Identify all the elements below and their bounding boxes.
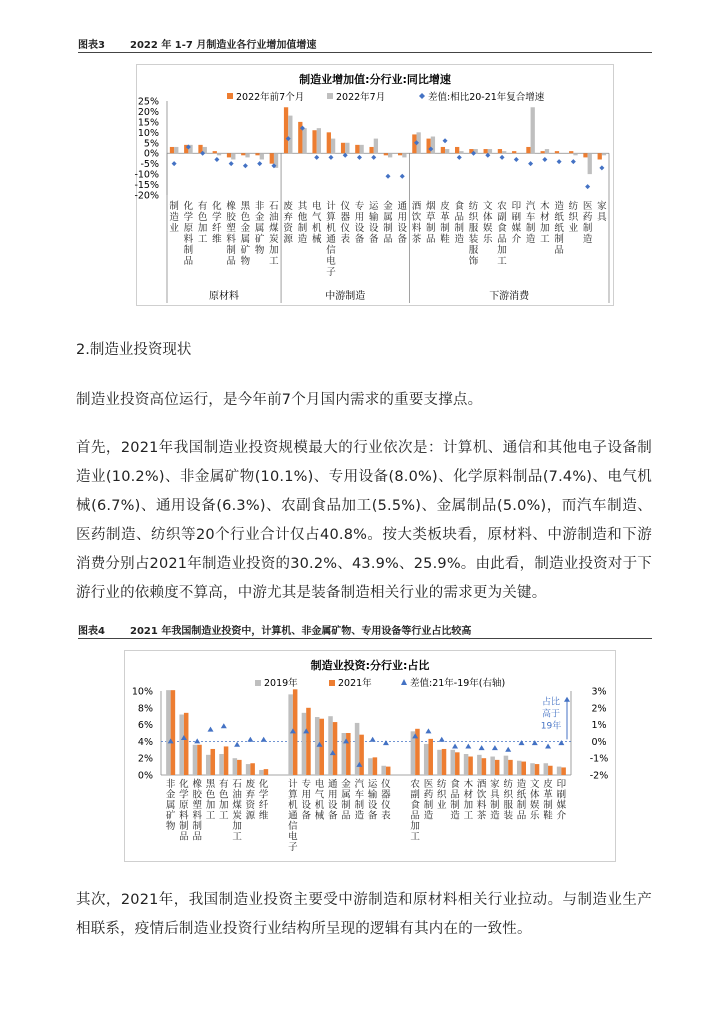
chart3-xlabel: 医药制造 bbox=[582, 201, 593, 245]
chart4-bar-2019 bbox=[437, 750, 442, 775]
chart3-ytick: 0% bbox=[143, 148, 159, 160]
chart4-diff-point bbox=[221, 723, 227, 728]
chart4-xlabel: 通用设备 bbox=[328, 779, 338, 822]
chart4-bar-2021 bbox=[250, 763, 255, 775]
chart3-legend-label-0: 2022年前7个月 bbox=[236, 92, 305, 103]
chart3-bar-ytd bbox=[598, 153, 602, 159]
chart3-xlabel: 化学纤维 bbox=[212, 201, 222, 245]
chart3-bar-ytd bbox=[170, 147, 174, 153]
chart4-title: 制造业投资:分行业:占比 bbox=[310, 659, 430, 672]
chart3-xlabel: 运输设备 bbox=[368, 201, 379, 245]
chart3-ytick: 25% bbox=[137, 96, 159, 108]
chart3-diff-point bbox=[243, 163, 248, 168]
chart4-bar-2019 bbox=[557, 767, 562, 775]
chart4-y2tick: 3% bbox=[591, 686, 607, 698]
chart4-xlabel: 化学原料制品 bbox=[179, 779, 189, 843]
chart4-xlabel: 仪器仪表 bbox=[381, 779, 391, 822]
chart3-xlabel: 化学原料制品 bbox=[183, 201, 194, 267]
chart4-bar-2021 bbox=[359, 735, 364, 775]
chart4-bar-2019 bbox=[381, 766, 386, 775]
chart4-bar-2019 bbox=[355, 723, 360, 775]
chart3-ytick: -5% bbox=[140, 159, 159, 171]
figure3-title: 2022 年 1-7 月制造业各行业增加值增速 bbox=[130, 40, 317, 51]
chart4-bar-2019 bbox=[288, 694, 293, 775]
chart3-bar-ytd bbox=[426, 139, 430, 154]
chart4-y2tick: -2% bbox=[589, 770, 609, 782]
chart4-diff-point bbox=[545, 743, 551, 748]
chart4-bar-2021 bbox=[455, 752, 460, 775]
chart3-bar-ytd bbox=[512, 151, 516, 153]
chart4-legend-swatch-2 bbox=[401, 679, 407, 685]
chart3-xlabel: 电气机械 bbox=[311, 201, 322, 245]
chart3-group-label: 中游制造 bbox=[325, 291, 366, 302]
figure4-chart bbox=[124, 650, 616, 862]
chart3-xlabel: 纺织服装服饰 bbox=[468, 201, 479, 267]
chart4-bar-2021 bbox=[319, 719, 324, 775]
chart4-bar-2019 bbox=[246, 764, 251, 775]
chart3-bar-ytd bbox=[284, 107, 288, 153]
chart3-diff-point bbox=[328, 155, 333, 160]
figure3-chart bbox=[136, 64, 614, 306]
chart4-xlabel: 运输设备 bbox=[367, 779, 378, 822]
chart3-bar-july bbox=[359, 145, 363, 153]
chart4-diff-point bbox=[194, 738, 200, 743]
chart4-bar-2021 bbox=[211, 749, 216, 775]
chart3-diff-point bbox=[571, 159, 576, 164]
chart4-annotation-text: 占比 bbox=[541, 697, 561, 708]
chart3-bar-ytd bbox=[327, 132, 331, 153]
chart3-xlabel: 其他制造 bbox=[297, 201, 308, 245]
paragraph-2: 首先，2021年我国制造业投资规模最大的行业依次是：计算机、通信和其他电子设备制造业(10.2%)、非金属矿物(10.1%)、专用设备(8.0%)、化学原料制品(7.4%)、电气机械(6.7%)、通用设备(6.3%)、农副食品加工(5.5%)、金属制品(5.0%)，而汽车制造、医药制造、纺织等20个行业合计仅占40.8%。按大类板块看，原材料、中游制造和下游消费分别占2021年制造业投资的30.2%、43.9%、25.9%。由此看，制造业投资对于下游行业的依赖度不算高，中游尤其是装备制造相关行业的需求更为关键。 bbox=[76, 440, 652, 601]
chart4-xlabel: 黑色加工 bbox=[205, 779, 216, 822]
chart4-bar-2021 bbox=[508, 760, 513, 775]
chart4-annotation-arrowhead bbox=[564, 697, 570, 702]
chart3-diff-point bbox=[599, 165, 604, 170]
chart3-bar-july bbox=[459, 151, 463, 153]
chart3-bar-july bbox=[345, 143, 349, 153]
chart3-title: 制造业增加值:分行业:同比增速 bbox=[299, 73, 451, 86]
chart3-bar-ytd bbox=[455, 147, 459, 153]
chart4-bar-2021 bbox=[561, 767, 566, 775]
chart3-diff-point bbox=[514, 157, 519, 162]
chart4-diff-point bbox=[370, 737, 376, 742]
chart4-xlabel: 有色加工 bbox=[219, 779, 229, 822]
chart4-ytick: 6% bbox=[137, 720, 153, 732]
chart3-xlabel: 金属制品 bbox=[383, 201, 393, 245]
chart3-bar-ytd bbox=[241, 153, 245, 155]
chart3-bar-ytd bbox=[526, 147, 530, 153]
chart3-bar-july bbox=[402, 153, 406, 157]
chart4-bar-2021 bbox=[428, 739, 433, 775]
chart3-diff-point bbox=[500, 155, 505, 160]
chart3-diff-point bbox=[386, 174, 391, 179]
chart4-xlabel: 计算机通信电子 bbox=[288, 779, 298, 853]
chart3-bar-july bbox=[288, 116, 292, 154]
chart3-xlabel: 专用设备 bbox=[354, 201, 365, 245]
chart3-bar-july bbox=[388, 153, 392, 157]
chart4-y2tick: 0% bbox=[591, 736, 607, 748]
chart3-bar-ytd bbox=[213, 151, 217, 153]
chart4-xlabel: 造纸制品 bbox=[516, 779, 527, 822]
chart3-ytick: 20% bbox=[137, 106, 159, 118]
chart4-bar-2019 bbox=[544, 763, 549, 775]
chart4-bar-2019 bbox=[530, 763, 535, 775]
chart4-bar-2019 bbox=[451, 750, 456, 775]
chart3-xlabel: 橡胶塑料制品 bbox=[226, 201, 236, 267]
chart4-ytick: 8% bbox=[137, 703, 153, 715]
chart4-bar-2019 bbox=[477, 755, 482, 775]
chart3-legend-label-1: 2022年7月 bbox=[336, 92, 386, 103]
chart4-bar-2021 bbox=[495, 760, 500, 775]
chart3-ytick: -15% bbox=[134, 180, 159, 192]
chart3-xlabel: 非金属矿物 bbox=[254, 201, 265, 256]
chart3-bar-july bbox=[260, 153, 264, 159]
chart4-bar-2019 bbox=[219, 754, 224, 775]
chart4-legend-label-0: 2019年 bbox=[264, 678, 298, 689]
chart3-bar-ytd bbox=[369, 147, 373, 153]
chart4-xlabel: 家具制造 bbox=[490, 779, 500, 822]
chart3-bar-ytd bbox=[583, 153, 587, 157]
chart4-diff-point bbox=[532, 740, 538, 745]
chart3-xlabel: 纺织业 bbox=[568, 201, 579, 234]
chart4-xlabel: 非金属矿物 bbox=[165, 779, 176, 832]
chart4-bar-2021 bbox=[171, 690, 176, 775]
chart4-annotation-text: 19年 bbox=[540, 721, 562, 732]
chart4-diff-point bbox=[479, 745, 485, 750]
chart4-bar-2019 bbox=[328, 716, 333, 775]
chart3-bar-july bbox=[374, 139, 378, 154]
chart4-diff-point bbox=[383, 740, 389, 745]
chart4-xlabel: 专用设备 bbox=[301, 779, 311, 822]
chart4-y2tick: -1% bbox=[589, 753, 609, 765]
chart3-xlabel: 皮革制鞋 bbox=[440, 201, 450, 245]
chart3-diff-point bbox=[557, 159, 562, 164]
paragraph-3: 其次，2021年，我国制造业投资主要受中游制造和原材料相关行业拉动。与制造业生产相联系，疫情后制造业投资行业结构所呈现的逻辑有其内在的一致性。 bbox=[76, 892, 652, 937]
chart4-y2tick: 2% bbox=[591, 703, 607, 715]
chart3-bar-ytd bbox=[270, 153, 274, 163]
chart3-xlabel: 仪器仪表 bbox=[340, 201, 350, 245]
chart4-bar-2021 bbox=[224, 746, 229, 775]
chart3-legend-swatch-0 bbox=[227, 93, 233, 99]
chart4-bar-2019 bbox=[179, 715, 184, 775]
chart4-bar-2019 bbox=[206, 755, 211, 775]
chart3-legend-swatch-1 bbox=[327, 93, 333, 99]
chart4-diff-point bbox=[505, 747, 511, 752]
chart4-ytick: 4% bbox=[137, 736, 153, 748]
chart4-bar-2019 bbox=[259, 770, 264, 775]
figure4-number: 图表4 bbox=[78, 626, 105, 637]
chart3-xlabel: 汽车制造 bbox=[525, 201, 536, 245]
chart4-ytick: 2% bbox=[137, 753, 153, 765]
chart3-group-label: 下游消费 bbox=[489, 291, 530, 302]
chart4-xlabel: 石油煤炭加工 bbox=[232, 779, 242, 843]
chart4-bar-2019 bbox=[166, 690, 171, 775]
chart4-bar-2019 bbox=[490, 757, 495, 775]
chart3-legend-label-2: 差值:相比20-21年复合增速 bbox=[428, 92, 545, 103]
chart3-ytick: -20% bbox=[134, 190, 159, 202]
chart3-xlabel: 计算机通信电子 bbox=[326, 201, 336, 278]
chart3-legend-swatch-2 bbox=[419, 93, 425, 99]
chart4-bar-2021 bbox=[197, 745, 202, 775]
chart4-bar-2021 bbox=[548, 766, 553, 775]
chart4-ytick: 0% bbox=[137, 770, 153, 782]
chart4-bar-2019 bbox=[193, 745, 198, 775]
chart3-bar-july bbox=[174, 147, 178, 153]
chart4-bar-2021 bbox=[482, 758, 487, 775]
chart3-group-label: 原材料 bbox=[209, 291, 240, 302]
chart4-xlabel: 纺织业 bbox=[436, 779, 447, 811]
chart3-bar-july bbox=[445, 149, 449, 153]
chart3-bar-july bbox=[488, 149, 492, 153]
chart3-bar-july bbox=[502, 151, 506, 153]
chart3-xlabel: 通用设备 bbox=[397, 201, 408, 245]
chart3-xlabel: 酒饮料茶 bbox=[411, 201, 422, 245]
chart3-diff-point bbox=[443, 138, 448, 143]
section-heading: 2.制造业投资现状 bbox=[76, 342, 192, 358]
chart3-bar-july bbox=[573, 153, 577, 155]
chart4-bar-2019 bbox=[424, 744, 429, 775]
chart4-xlabel: 皮革制鞋 bbox=[543, 779, 553, 822]
chart4-annotation-text: 高于 bbox=[541, 709, 561, 720]
chart3-xlabel: 文体娱乐 bbox=[483, 201, 493, 245]
chart4-legend-swatch-0 bbox=[255, 680, 261, 686]
chart4-bar-2019 bbox=[368, 758, 373, 775]
chart3-bar-ytd bbox=[384, 153, 388, 155]
chart4-xlabel: 汽车制造 bbox=[354, 779, 365, 822]
chart4-xlabel: 木材加工 bbox=[463, 779, 474, 822]
chart4-legend-label-2: 差值:21年-19年(右轴) bbox=[410, 678, 506, 689]
chart4-diff-point bbox=[465, 743, 471, 748]
chart4-bar-2021 bbox=[184, 713, 189, 775]
chart3-diff-point bbox=[229, 161, 234, 166]
chart4-diff-point bbox=[518, 740, 524, 745]
chart3-bar-july bbox=[302, 128, 306, 153]
chart4-bar-2019 bbox=[302, 713, 307, 775]
chart3-bar-july bbox=[331, 139, 335, 154]
chart3-bar-ytd bbox=[498, 149, 502, 153]
figure4-header bbox=[78, 622, 652, 639]
chart3-diff-point bbox=[528, 161, 533, 166]
chart4-legend-swatch-1 bbox=[329, 680, 335, 686]
chart3-bar-ytd bbox=[484, 149, 488, 153]
chart3-bar-july bbox=[531, 107, 535, 153]
chart3-xlabel: 木材加工 bbox=[540, 201, 550, 245]
chart3-bar-ytd bbox=[555, 151, 559, 153]
chart3-bar-july bbox=[602, 153, 606, 155]
chart3-ytick: 5% bbox=[143, 138, 159, 150]
chart3-bar-july bbox=[317, 128, 321, 153]
figure3-svg bbox=[134, 65, 613, 305]
chart4-bar-2019 bbox=[464, 754, 469, 775]
chart3-xlabel: 制造业 bbox=[169, 201, 179, 234]
chart3-ytick: 10% bbox=[137, 127, 159, 139]
chart3-diff-point bbox=[314, 155, 319, 160]
chart4-bar-2021 bbox=[442, 749, 447, 775]
chart4-xlabel: 电气机械 bbox=[314, 779, 325, 822]
chart3-bar-july bbox=[245, 153, 249, 157]
chart4-xlabel: 医药制造 bbox=[423, 779, 434, 822]
chart4-xlabel: 酒饮料茶 bbox=[476, 779, 487, 822]
chart3-bar-ytd bbox=[569, 151, 573, 153]
chart3-xlabel: 有色加工 bbox=[197, 201, 208, 245]
chart3-diff-point bbox=[357, 155, 362, 160]
chart3-diff-point bbox=[400, 174, 405, 179]
chart3-bar-ytd bbox=[541, 151, 545, 153]
chart3-xlabel: 石油煤炭加工 bbox=[269, 201, 279, 267]
chart4-diff-point bbox=[208, 727, 214, 732]
chart3-diff-point bbox=[585, 184, 590, 189]
chart3-ytick: -10% bbox=[134, 169, 159, 181]
chart3-diff-point bbox=[214, 157, 219, 162]
chart3-diff-point bbox=[257, 161, 262, 166]
chart4-xlabel: 食品制造 bbox=[450, 779, 460, 822]
chart4-xlabel: 金属制品 bbox=[341, 779, 351, 822]
chart4-bar-2021 bbox=[386, 767, 391, 775]
chart4-bar-2019 bbox=[504, 756, 509, 775]
chart4-bar-2021 bbox=[521, 762, 526, 775]
chart3-bar-ytd bbox=[227, 153, 231, 157]
chart4-bar-2019 bbox=[233, 758, 238, 775]
chart3-xlabel: 家具 bbox=[597, 201, 607, 223]
chart4-bar-2021 bbox=[306, 708, 311, 775]
chart4-bar-2019 bbox=[517, 761, 522, 775]
chart4-diff-point bbox=[247, 737, 253, 742]
chart4-bar-2021 bbox=[264, 769, 269, 775]
chart4-xlabel: 文体娱乐 bbox=[530, 779, 540, 822]
chart4-bar-2021 bbox=[346, 733, 351, 775]
chart4-xlabel: 废弃资源 bbox=[245, 779, 256, 822]
chart4-bar-2019 bbox=[342, 733, 347, 775]
chart3-diff-point bbox=[542, 157, 547, 162]
chart3-bar-ytd bbox=[341, 143, 345, 153]
chart4-bar-2021 bbox=[237, 760, 242, 775]
chart3-bar-july bbox=[217, 153, 221, 155]
chart4-bar-2021 bbox=[468, 757, 473, 775]
chart4-y2tick: 1% bbox=[591, 720, 607, 732]
paragraph-1: 制造业投资高位运行，是今年前7个月国内需求的重要支撑点。 bbox=[76, 392, 483, 408]
chart3-bar-ytd bbox=[312, 130, 316, 153]
chart3-xlabel: 烟草制品 bbox=[426, 201, 436, 245]
figure3-number: 图表3 bbox=[78, 40, 105, 51]
chart3-diff-point bbox=[172, 161, 177, 166]
chart4-diff-point bbox=[234, 742, 240, 747]
chart4-xlabel: 橡胶塑料制品 bbox=[192, 779, 202, 843]
chart4-diff-point bbox=[558, 740, 564, 745]
chart4-ytick: 10% bbox=[131, 686, 153, 698]
chart3-xlabel: 印刷媒介 bbox=[511, 201, 522, 245]
chart4-bar-2021 bbox=[373, 757, 378, 775]
chart4-xlabel: 农副食品加工 bbox=[410, 779, 420, 843]
chart3-diff-point bbox=[457, 155, 462, 160]
chart4-diff-point bbox=[492, 745, 498, 750]
chart3-diff-point bbox=[371, 155, 376, 160]
chart3-xlabel: 废弃资源 bbox=[283, 201, 293, 245]
chart3-bar-july bbox=[231, 153, 235, 159]
chart3-ytick: 15% bbox=[137, 117, 159, 129]
chart4-bar-2021 bbox=[333, 722, 338, 775]
chart4-diff-point bbox=[261, 737, 267, 742]
figure3-header bbox=[78, 36, 652, 53]
chart3-bar-ytd bbox=[398, 153, 402, 155]
chart3-bar-july bbox=[588, 153, 592, 174]
chart4-xlabel: 印刷媒介 bbox=[556, 779, 567, 822]
chart3-bar-ytd bbox=[355, 145, 359, 153]
chart3-xlabel: 农副食品加工 bbox=[497, 201, 507, 267]
chart4-diff-point bbox=[452, 743, 458, 748]
chart3-xlabel: 造纸纸制品 bbox=[554, 201, 564, 256]
chart4-diff-point bbox=[439, 737, 445, 742]
figure4-svg bbox=[125, 651, 615, 861]
chart3-xlabel: 食品制造 bbox=[454, 201, 465, 245]
chart3-bar-july bbox=[545, 149, 549, 153]
chart3-bar-ytd bbox=[441, 147, 445, 153]
chart4-bar-2021 bbox=[535, 764, 540, 775]
chart4-xlabel: 纺织服装 bbox=[503, 779, 513, 822]
chart4-legend-label-1: 2021年 bbox=[338, 678, 372, 689]
chart3-bar-ytd bbox=[255, 153, 259, 155]
chart4-diff-point bbox=[425, 728, 431, 733]
figure4-title: 2021 年我国制造业投资中，计算机、非金属矿物、专用设备等行业占比较高 bbox=[130, 626, 472, 637]
chart3-xlabel: 黑色金属矿物 bbox=[240, 201, 251, 267]
chart4-xlabel: 化学纤维 bbox=[258, 779, 269, 822]
